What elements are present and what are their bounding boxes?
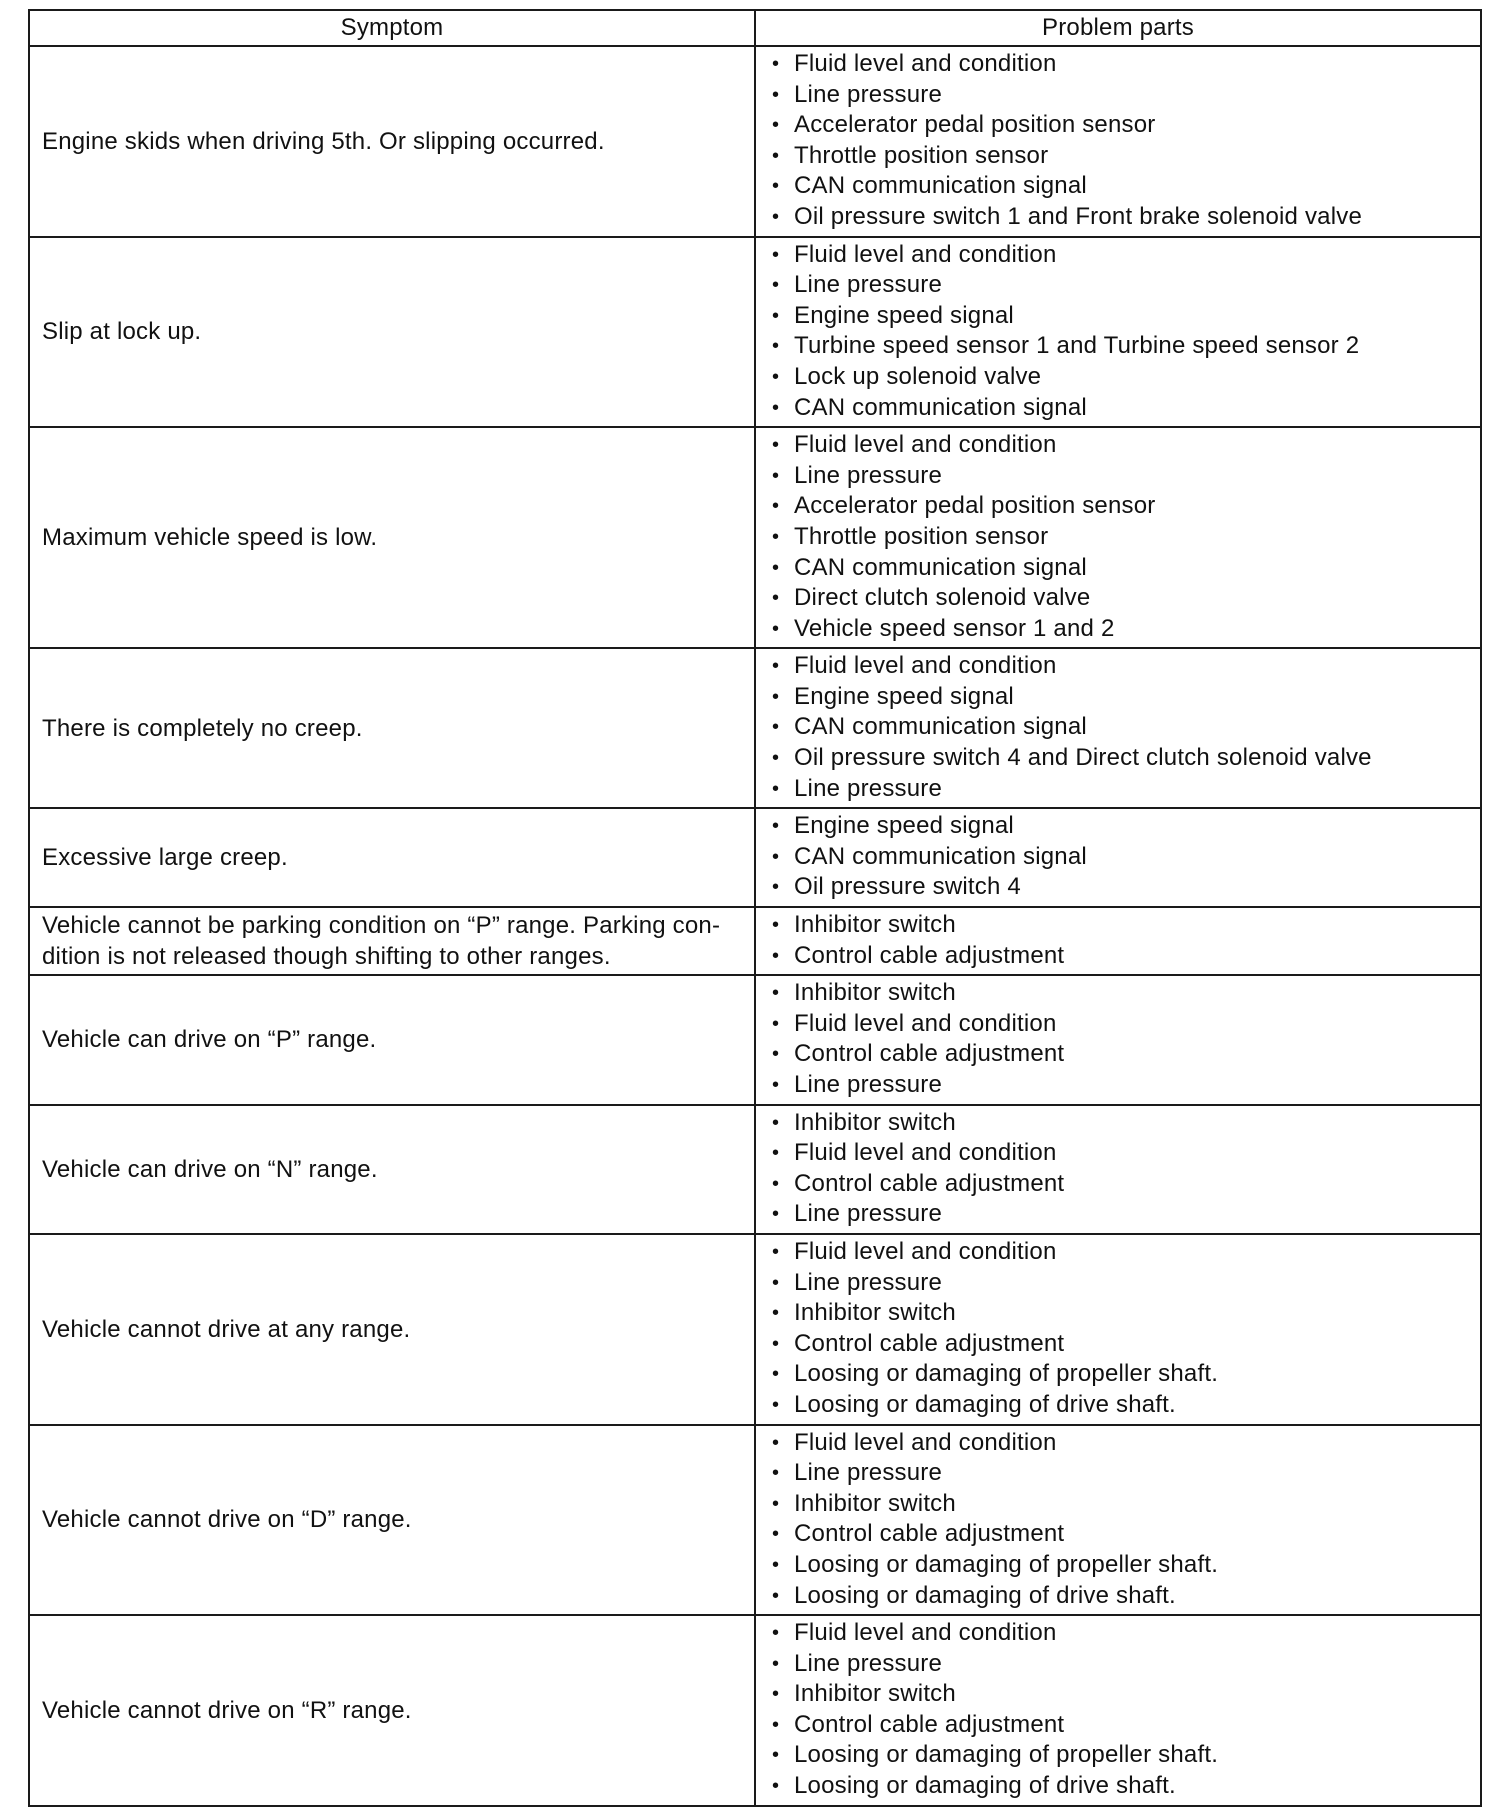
bullet-icon: • xyxy=(772,815,780,838)
bullet-icon: • xyxy=(772,1652,780,1675)
problem-parts-cell xyxy=(755,427,1481,648)
problem-parts-cell xyxy=(755,237,1481,428)
bullet-icon: • xyxy=(772,243,780,266)
bullet-icon: • xyxy=(772,587,780,610)
bullet-icon: • xyxy=(772,144,780,167)
problem-parts-cell xyxy=(755,1105,1481,1234)
problem-part-text: Inhibitor switch xyxy=(794,1108,956,1136)
bullet-icon: • xyxy=(772,1302,780,1325)
bullet-icon: • xyxy=(772,1492,780,1515)
problem-part-text: Fluid level and condition xyxy=(794,50,1057,77)
table-row xyxy=(29,1615,1481,1806)
problem-part-text: Line pressure xyxy=(794,461,943,489)
problem-part-item xyxy=(760,1489,1476,1520)
problem-part-text: Vehicle speed sensor 1 and 2 xyxy=(794,614,1115,642)
bullet-icon: • xyxy=(772,1431,780,1454)
bullet-icon: • xyxy=(772,1553,780,1576)
problem-part-text: Oil pressure switch 4 and Direct clutch solenoid valve xyxy=(794,744,1372,772)
symptom-cell: Vehicle cannot be parking condition on “P” range. Parking con-dition is not released though shifting to other ranges. xyxy=(29,907,755,975)
problem-part-item xyxy=(760,941,1476,972)
bullet-icon: • xyxy=(772,1332,780,1355)
bullet-icon: • xyxy=(772,1142,780,1165)
bullet-icon: • xyxy=(772,114,780,137)
problem-part-text: Control cable adjustment xyxy=(794,1710,1065,1738)
problem-part-text: Line pressure xyxy=(794,1649,943,1677)
bullet-icon: • xyxy=(772,434,780,457)
bullet-icon: • xyxy=(772,1203,780,1226)
problem-parts-cell xyxy=(755,975,1481,1104)
bullet-icon: • xyxy=(772,525,780,548)
problem-part-text: Throttle position sensor xyxy=(794,522,1049,550)
problem-part-item xyxy=(760,614,1476,645)
problem-part-text: Fluid level and condition xyxy=(794,1009,1057,1037)
problem-part-text: Accelerator pedal position sensor xyxy=(794,492,1156,520)
problem-part-item xyxy=(760,1169,1476,1200)
problem-part-text: Loosing or damaging of propeller shaft. xyxy=(794,1360,1219,1388)
problem-part-text: CAN communication signal xyxy=(794,842,1087,870)
problem-part-text: CAN communication signal xyxy=(794,553,1087,581)
problem-part-text: Line pressure xyxy=(794,271,943,299)
table-row xyxy=(29,907,1481,975)
problem-part-item xyxy=(760,1428,1476,1459)
problem-part-text: Inhibitor switch xyxy=(794,979,956,1007)
problem-part-text: Fluid level and condition xyxy=(794,652,1057,680)
symptom-cell: Engine skids when driving 5th. Or slipping occurred. xyxy=(29,46,755,237)
problem-part-item xyxy=(760,1138,1476,1169)
problem-part-item xyxy=(760,1268,1476,1299)
problem-part-text: Control cable adjustment xyxy=(794,1169,1065,1197)
problem-part-item xyxy=(760,202,1476,233)
table-row xyxy=(29,237,1481,428)
problem-part-text: Inhibitor switch xyxy=(794,1299,956,1327)
bullet-icon: • xyxy=(772,1683,780,1706)
bullet-icon: • xyxy=(772,274,780,297)
problem-part-item xyxy=(760,1519,1476,1550)
problem-part-text: Line pressure xyxy=(794,1071,943,1098)
problem-part-text: Control cable adjustment xyxy=(794,941,1065,969)
bullet-icon: • xyxy=(772,1744,780,1767)
problem-part-text: Line pressure xyxy=(794,774,943,802)
table-row xyxy=(29,1234,1481,1425)
problem-part-text: Control cable adjustment xyxy=(794,1040,1065,1068)
bullet-icon: • xyxy=(772,777,780,800)
table-row xyxy=(29,1105,1481,1234)
symptom-table xyxy=(28,9,1482,1807)
problem-part-item xyxy=(760,301,1476,332)
problem-part-item xyxy=(760,1458,1476,1489)
problem-part-item xyxy=(760,910,1476,941)
bullet-icon: • xyxy=(772,1172,780,1195)
problem-part-item xyxy=(760,430,1476,461)
problem-part-item xyxy=(760,1108,1476,1139)
problem-part-text: CAN communication signal xyxy=(794,172,1087,200)
problem-part-text: Fluid level and condition xyxy=(794,1428,1057,1456)
problem-part-text: Oil pressure switch 4 xyxy=(794,873,1021,901)
problem-part-text: Loosing or damaging of propeller shaft. xyxy=(794,1550,1219,1578)
problem-part-text: Direct clutch solenoid valve xyxy=(794,584,1091,612)
problem-parts-list xyxy=(760,1237,1476,1421)
bullet-icon: • xyxy=(772,205,780,228)
problem-part-item xyxy=(760,553,1476,584)
bullet-icon: • xyxy=(772,617,780,640)
problem-parts-list xyxy=(760,240,1476,424)
bullet-icon: • xyxy=(772,304,780,327)
bullet-icon: • xyxy=(772,396,780,419)
problem-part-text: Loosing or damaging of drive shaft. xyxy=(794,1390,1176,1418)
problem-part-text: Line pressure xyxy=(794,1459,943,1487)
bullet-icon: • xyxy=(772,747,780,770)
bullet-icon: • xyxy=(772,495,780,518)
problem-part-text: Fluid level and condition xyxy=(794,1619,1057,1647)
header-row xyxy=(29,10,1481,46)
bullet-icon: • xyxy=(772,1363,780,1386)
bullet-icon: • xyxy=(772,1622,780,1645)
problem-part-item xyxy=(760,110,1476,141)
problem-part-text: Control cable adjustment xyxy=(794,1329,1065,1357)
problem-part-item xyxy=(760,583,1476,614)
symptom-table-container xyxy=(28,9,1480,1807)
symptom-cell: Slip at lock up. xyxy=(29,237,755,428)
problem-part-item xyxy=(760,491,1476,522)
problem-part-item xyxy=(760,651,1476,682)
problem-part-text: Loosing or damaging of drive shaft. xyxy=(794,1581,1176,1609)
bullet-icon: • xyxy=(772,1074,780,1096)
problem-part-text: Accelerator pedal position sensor xyxy=(794,111,1156,139)
problem-part-text: Fluid level and condition xyxy=(794,1139,1057,1167)
problem-part-item xyxy=(760,1390,1476,1421)
bullet-icon: • xyxy=(772,716,780,739)
bullet-icon: • xyxy=(772,845,780,868)
bullet-icon: • xyxy=(772,1012,780,1035)
problem-part-text: CAN communication signal xyxy=(794,713,1087,741)
problem-part-item xyxy=(760,1710,1476,1741)
problem-parts-cell xyxy=(755,648,1481,808)
bullet-icon: • xyxy=(772,944,780,967)
problem-part-item xyxy=(760,1679,1476,1710)
bullet-icon: • xyxy=(772,1271,780,1294)
problem-part-text: Loosing or damaging of propeller shaft. xyxy=(794,1741,1219,1769)
problem-parts-list xyxy=(760,910,1476,971)
problem-part-item xyxy=(760,461,1476,492)
symptom-cell: Vehicle cannot drive on “R” range. xyxy=(29,1615,755,1806)
problem-part-item xyxy=(760,1771,1476,1802)
problem-part-item xyxy=(760,362,1476,393)
problem-part-text: Inhibitor switch xyxy=(794,1680,956,1708)
problem-parts-list xyxy=(760,430,1476,644)
problem-part-item xyxy=(760,712,1476,743)
table-row xyxy=(29,975,1481,1104)
bullet-icon: • xyxy=(772,1043,780,1066)
table-row xyxy=(29,1425,1481,1616)
problem-part-text: Fluid level and condition xyxy=(794,240,1057,268)
problem-part-item xyxy=(760,1039,1476,1070)
table-row xyxy=(29,648,1481,808)
bullet-icon: • xyxy=(772,914,780,937)
problem-part-text: Engine speed signal xyxy=(794,682,1014,710)
problem-part-text: Line pressure xyxy=(794,1268,943,1296)
symptom-cell: Vehicle cannot drive on “D” range. xyxy=(29,1425,755,1616)
problem-part-item xyxy=(760,774,1476,805)
problem-parts-cell xyxy=(755,1425,1481,1616)
problem-part-text: Oil pressure switch 1 and Front brake solenoid valve xyxy=(794,202,1363,230)
problem-part-item xyxy=(760,1618,1476,1649)
problem-part-item xyxy=(760,743,1476,774)
problem-part-item xyxy=(760,1581,1476,1612)
problem-parts-list xyxy=(760,811,1476,903)
bullet-icon: • xyxy=(772,876,780,899)
problem-part-text: Fluid level and condition xyxy=(794,431,1057,459)
problem-part-text: Inhibitor switch xyxy=(794,1489,956,1517)
symptom-cell: Excessive large creep. xyxy=(29,808,755,907)
problem-part-item xyxy=(760,1237,1476,1268)
problem-parts-cell xyxy=(755,46,1481,237)
problem-part-text: Lock up solenoid valve xyxy=(794,362,1042,390)
problem-parts-cell xyxy=(755,808,1481,907)
problem-parts-cell xyxy=(755,1234,1481,1425)
problem-parts-column-header: Problem parts xyxy=(755,10,1481,46)
bullet-icon: • xyxy=(772,1584,780,1607)
bullet-icon: • xyxy=(772,685,780,708)
problem-part-item xyxy=(760,1740,1476,1771)
problem-part-item xyxy=(760,1070,1476,1101)
problem-parts-list xyxy=(760,1618,1476,1802)
problem-parts-cell xyxy=(755,907,1481,975)
problem-parts-list xyxy=(760,978,1476,1100)
bullet-icon: • xyxy=(772,1111,780,1134)
problem-parts-list xyxy=(760,1428,1476,1612)
bullet-icon: • xyxy=(772,1713,780,1736)
bullet-icon: • xyxy=(772,655,780,678)
problem-part-item xyxy=(760,1329,1476,1360)
problem-part-item xyxy=(760,240,1476,271)
problem-part-item xyxy=(760,1649,1476,1680)
problem-part-text: Engine speed signal xyxy=(794,812,1014,840)
problem-part-item xyxy=(760,1550,1476,1581)
problem-parts-cell xyxy=(755,1615,1481,1806)
symptom-cell: Vehicle can drive on “N” range. xyxy=(29,1105,755,1234)
problem-part-item xyxy=(760,522,1476,553)
problem-part-item xyxy=(760,80,1476,111)
problem-part-item xyxy=(760,270,1476,301)
problem-part-item xyxy=(760,1298,1476,1329)
symptom-cell: Vehicle can drive on “P” range. xyxy=(29,975,755,1104)
problem-parts-list xyxy=(760,1108,1476,1230)
problem-part-text: Fluid level and condition xyxy=(794,1237,1057,1265)
problem-part-item xyxy=(760,393,1476,424)
bullet-icon: • xyxy=(772,464,780,487)
problem-part-item xyxy=(760,49,1476,80)
problem-part-text: Line pressure xyxy=(794,80,943,108)
problem-part-text: Line pressure xyxy=(794,1200,943,1228)
bullet-icon: • xyxy=(772,83,780,106)
problem-part-text: Turbine speed sensor 1 and Turbine speed sensor 2 xyxy=(794,332,1360,360)
bullet-icon: • xyxy=(772,365,780,388)
problem-part-item xyxy=(760,842,1476,873)
bullet-icon: • xyxy=(772,53,780,75)
bullet-icon: • xyxy=(772,1775,780,1798)
bullet-icon: • xyxy=(772,982,780,1005)
bullet-icon: • xyxy=(772,1393,780,1416)
symptom-cell: There is completely no creep. xyxy=(29,648,755,808)
problem-part-item xyxy=(760,682,1476,713)
problem-part-item xyxy=(760,171,1476,202)
symptom-cell: Vehicle cannot drive at any range. xyxy=(29,1234,755,1425)
problem-part-text: Throttle position sensor xyxy=(794,141,1049,169)
problem-part-item xyxy=(760,331,1476,362)
problem-part-item xyxy=(760,141,1476,172)
problem-part-item xyxy=(760,978,1476,1009)
problem-part-item xyxy=(760,811,1476,842)
problem-part-item xyxy=(760,1359,1476,1390)
problem-part-item xyxy=(760,872,1476,903)
bullet-icon: • xyxy=(772,556,780,579)
bullet-icon: • xyxy=(772,1240,780,1263)
problem-part-text: CAN communication signal xyxy=(794,393,1087,421)
symptom-cell: Maximum vehicle speed is low. xyxy=(29,427,755,648)
problem-part-item xyxy=(760,1199,1476,1230)
problem-part-text: Engine speed signal xyxy=(794,301,1014,329)
table-row xyxy=(29,427,1481,648)
bullet-icon: • xyxy=(772,1523,780,1546)
bullet-icon: • xyxy=(772,1462,780,1485)
table-row xyxy=(29,46,1481,237)
problem-parts-list xyxy=(760,49,1476,233)
problem-part-item xyxy=(760,1009,1476,1040)
bullet-icon: • xyxy=(772,335,780,358)
table-body xyxy=(29,46,1481,1806)
problem-part-text: Loosing or damaging of drive shaft. xyxy=(794,1772,1176,1800)
bullet-icon: • xyxy=(772,175,780,198)
symptom-column-header: Symptom xyxy=(29,10,755,46)
problem-parts-list xyxy=(760,651,1476,804)
problem-part-text: Control cable adjustment xyxy=(794,1520,1065,1548)
problem-part-text: Inhibitor switch xyxy=(794,911,956,939)
table-row xyxy=(29,808,1481,907)
